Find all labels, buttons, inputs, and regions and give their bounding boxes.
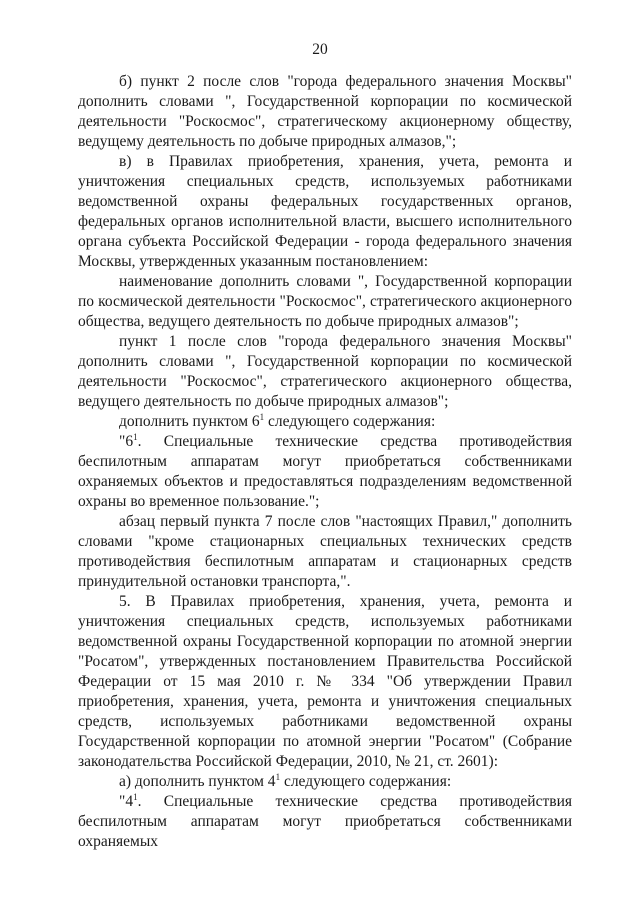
document-body — [78, 72, 572, 852]
paragraph-text: 5. В Правилах приобретения, хранения, учета, ремонта и уничтожения специальных средств, используемых работниками ведомственной охраны Государственной корпорации по атомной энергии "Росатом", утвержденных постановлением Правительства Российской Федерации от 15 мая 2010 г. № 334 "Об утверждении Правил приобретения, хранения, учета, ремонта и уничтожения специальных средств, используемых работниками ведомственной охраны Государственной корпорации по атомной энергии "Росатом" (Собрание законодательства Российской Федерации, 2010, № 21, ст. 2601): — [78, 593, 572, 770]
paragraph-text: "4 — [119, 793, 134, 810]
superscript-index: 1 — [259, 412, 265, 422]
paragraph-text-continued: следующего содержания: — [280, 773, 452, 790]
paragraph-text: пункт 1 после слов "города федерального значения Москвы" дополнить словами ", Государственной корпорации по космической деятельности "Роскосмос", стратегического акционерного общества, ведущего деятельность по добыче природных алмазов"; — [78, 333, 572, 410]
paragraph-text: в) в Правилах приобретения, хранения, учета, ремонта и уничтожения специальных средств, используемых работниками ведомственной охраны федеральных государственных органов, федеральных органов исполнительной власти, высшего исполнительного органа субъекта Российской Федерации - города федерального значения Москвы, утвержденных указанным постановлением: — [78, 153, 572, 270]
superscript-index: 1 — [275, 772, 281, 782]
paragraph-text-continued: следующего содержания: — [264, 413, 436, 430]
paragraph-v-rules-amendment — [78, 152, 572, 272]
paragraph-text: "6 — [119, 433, 134, 450]
paragraph-text: наименование дополнить словами ", Государственной корпорации по космической деятельности "Роскосмос", стратегического акционерного общества, ведущего деятельность по добыче природных алмазов"; — [78, 273, 572, 330]
paragraph-text-continued: . Специальные технические средства противодействия беспилотным аппаратам могут приобретаться собственниками охраняемых — [78, 793, 572, 850]
paragraph-title-amendment — [78, 272, 572, 332]
paragraph-text-continued: . Специальные технические средства противодействия беспилотным аппаратам могут приобретаться собственниками охраняемых объектов и предоставляться подразделениям ведомственной охраны во временное пользование."; — [78, 433, 572, 510]
paragraph-item-7-amendment — [78, 512, 572, 592]
paragraph-5-rosatom-rules — [78, 592, 572, 772]
paragraph-item-1-amendment — [78, 332, 572, 412]
paragraph-b-moscow-clause — [78, 72, 572, 152]
page-number: 20 — [312, 41, 328, 58]
paragraph-text: абзац первый пункта 7 после слов "настоящих Правил," дополнить словами "кроме стационарных специальных технических средств противодействия беспилотным аппаратам и стационарных средств принудительной остановки транспорта,". — [78, 513, 572, 590]
paragraph-text: дополнить пунктом 6 — [119, 413, 260, 430]
paragraph-text: б) пункт 2 после слов "города федерального значения Москвы" дополнить словами ", Государственной корпорации по космической деятельности "Роскосмос", стратегическому акционерному обществу, ведущему деятельность по добыче природных алмазов,"; — [78, 73, 572, 150]
paragraph-text: а) дополнить пунктом 4 — [119, 773, 276, 790]
superscript-index: 1 — [133, 432, 138, 442]
paragraph-add-item-6-1 — [78, 412, 572, 432]
superscript-index: 1 — [133, 792, 138, 802]
paragraph-item-6-1-text — [78, 432, 572, 512]
paragraph-item-4-1-text — [78, 792, 572, 852]
paragraph-add-item-4-1 — [78, 772, 572, 792]
